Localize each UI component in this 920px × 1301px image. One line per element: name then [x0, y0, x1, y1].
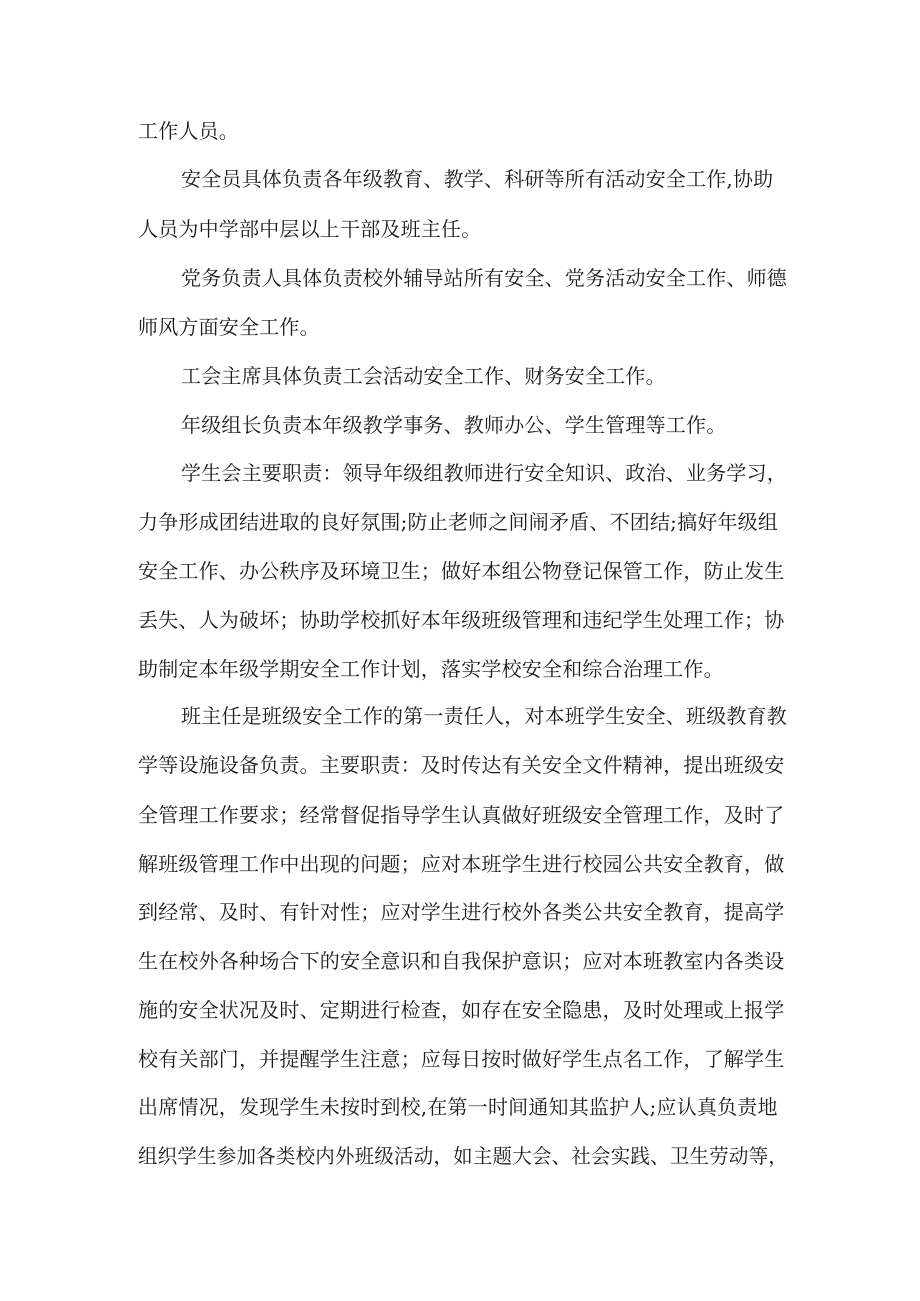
line-text: 年级组长负责本年级教学事务、教师办公、学生管理等工作。	[181, 413, 727, 437]
text-line	[0, 605, 920, 635]
line-text: 到经常、及时、有针对性；应对学生进行校外各类公共安全教育，提高学	[138, 900, 785, 924]
text-line	[0, 995, 920, 1025]
text-line	[0, 849, 920, 879]
line-text: 力争形成团结进取的良好氛围;防止老师之间闹矛盾、不团结;搞好年级组	[138, 510, 779, 534]
text-line	[0, 1044, 920, 1074]
text-line	[0, 800, 920, 830]
line-text: 校有关部门，并提醒学生注意；应每日按时做好学生点名工作，了解学生	[138, 1047, 785, 1071]
text-line	[0, 312, 920, 342]
line-text: 组织学生参加各类校内外班级活动，如主题大会、社会实践、卫生劳动等，	[138, 1144, 789, 1168]
line-text: 班主任是班级安全工作的第一责任人，对本班学生安全、班级教育教	[181, 704, 787, 728]
text-line	[0, 701, 920, 731]
line-text: 生在校外各种场合下的安全意识和自我保护意识；应对本班教室内各类设	[138, 949, 785, 973]
text-line	[0, 946, 920, 976]
line-text: 施的安全状况及时、定期进行检查，如存在安全隐患，及时处理或上报学	[138, 998, 785, 1022]
text-line	[0, 556, 920, 586]
text-line	[0, 116, 920, 146]
text-line	[0, 897, 920, 927]
text-line	[0, 1141, 920, 1171]
text-line	[0, 654, 920, 684]
text-line	[0, 263, 920, 293]
line-text: 学等设施设备负责。主要职责：及时传达有关安全文件精神，提出班级安	[138, 753, 785, 777]
line-text: 党务负责人具体负责校外辅导站所有安全、党务活动安全工作、师德	[181, 266, 787, 290]
line-text: 助制定本年级学期安全工作计划，落实学校安全和综合治理工作。	[138, 657, 724, 681]
text-line	[0, 361, 920, 391]
text-line	[0, 507, 920, 537]
line-text: 安全员具体负责各年级教育、教学、科研等所有活动安全工作,协助	[181, 167, 774, 191]
text-line	[0, 410, 920, 440]
line-text: 出席情况，发现学生未按时到校,在第一时间通知其监护人;应认真负责地	[138, 1095, 778, 1119]
line-text: 安全工作、办公秩序及环境卫生；做好本组公物登记保管工作，防止发生	[138, 559, 785, 583]
line-text: 解班级管理工作中出现的问题；应对本班学生进行校园公共安全教育，做	[138, 852, 785, 876]
line-text: 工会主席具体负责工会活动安全工作、财务安全工作。	[181, 364, 666, 388]
line-text: 人员为中学部中层以上干部及班主任。	[138, 217, 482, 241]
text-line	[0, 458, 920, 488]
line-text: 师风方面安全工作。	[138, 315, 320, 339]
text-line	[0, 164, 920, 194]
line-text: 学生会主要职责：领导年级组教师进行安全知识、政治、业务学习，	[181, 461, 787, 485]
text-line	[0, 750, 920, 780]
line-text: 全管理工作要求；经常督促指导学生认真做好班级安全管理工作，及时了	[138, 803, 785, 827]
line-text: 工作人员。	[138, 119, 239, 143]
line-text: 丢失、人为破坏；协助学校抓好本年级班级管理和违纪学生处理工作；协	[138, 608, 785, 632]
text-line	[0, 214, 920, 244]
text-line	[0, 1092, 920, 1122]
